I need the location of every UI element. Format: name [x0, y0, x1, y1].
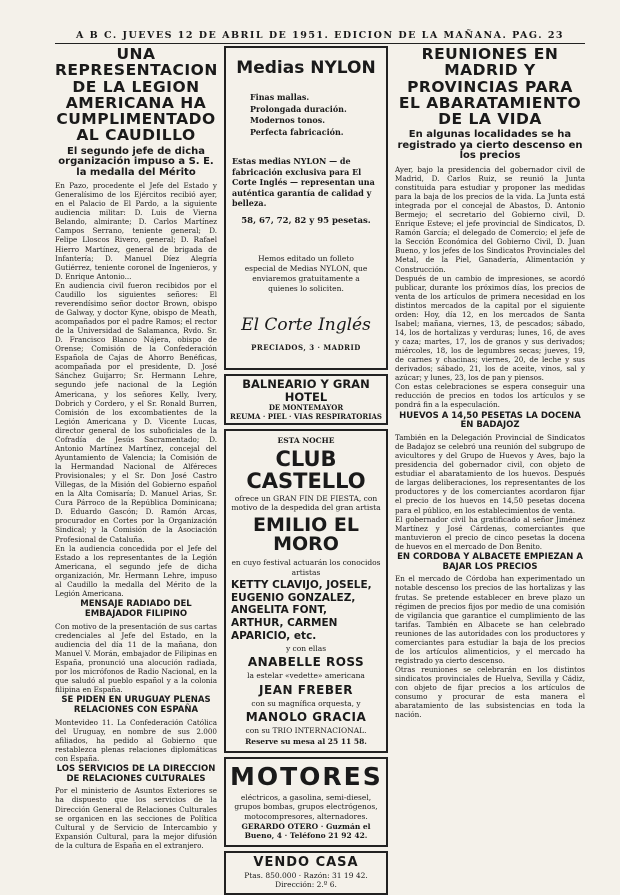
el-corte-ingles-logo: El Corte Inglés: [241, 315, 371, 336]
right-subhead: En algunas localidades se ha registrado ya cierto descenso en los precios: [397, 129, 583, 162]
nylon-features: [250, 92, 380, 138]
balneario-place: DE MONTEMAYOR: [268, 403, 344, 413]
right-paragraph-4: También en la Delegación Provincial de Sindicatos de Badajoz se celebró una reunión del subgrupo de avicultores y del Grupo de Huevos y Aves, bajo la presidencia del gobernador civil, con objeto de estudiar el abaratamiento de los huevos. Después de largas deliberaciones, los representantes de los productores y de los comerciantes acordaron fijar el precio de los huevos en 14,50 pesetas docena para el público, en los establecimientos de venta.: [395, 433, 585, 515]
right-paragraph-3: Con estas celebraciones se espera conseguir una reducción de precios en todos los artículos y se pondrá fin a la especulación.: [395, 382, 585, 410]
left-paragraph-2: En audiencia civil fueron recibidos por el Caudillo los siguientes señores: El reverendísimo señor doctor Brown, obispo de Galway, y doctor Kyne, obispo de Meath, acompañados por el padre Ramos; el rector de la Universidad de Salamanca, Rvdo. Sr. D. Francisco Blanco Nájera, obispo de Orense; Comisión de la Confederación Española de Cajas de Ahorro Benéficas, acompañada por el presidente, D. José Sánchez Guijarro; Sr. Hermann Lehre, segundo jefe nacional de la Legión Americana, y los señores Kelly, Ivery, Dobrich y Cordero, y el Sr. Ronald Burren, Comisión de los excombatientes de la Legión Americana y D. Vicente Lucas, director general de los suboficiales de la Cofradía de Jesús Sacramentado; D. Antonio Martínez Martínez, concejal del Ayuntamiento de Valencia; la Comisión de la Hermandad Nacional de Alféreces Provisionales; y el Sr. Don José Castro Villegas, de la Misión del Gobierno español en la Alta Comisaría; D. Manuel Arias, Sr. Cura Párroco de la República Dominicana; D. Eduardo Gascón; D. Ramón Arcas, procurador en Cortes por la Organización Sindical; y la Comisión de la Asociación Profesional de Cataluña.: [55, 280, 217, 544]
club-and: y con ellas: [285, 644, 327, 654]
middle-column: [224, 46, 388, 890]
left-section-heading-3: SE PIDEN EN URUGUAY PLENAS RELACIONES CON ESPAÑA: [61, 695, 211, 715]
left-subhead: El segundo jefe de dicha organización impuso a S. E. la medalla del Mérito: [58, 145, 214, 178]
right-column: [395, 46, 585, 836]
motores-title: MOTORES: [230, 761, 383, 791]
club-reserve: Reserve su mesa al 25 11 58.: [245, 736, 367, 746]
right-section-heading-3: EN CORDOBA Y ALBACETE EMPIEZAN A BAJAR LOS PRECIOS: [397, 551, 583, 572]
left-paragraph-3: En la audiencia concedida por el Jefe del Estado a los representantes de la Legión Americana, el segundo jefe de dicha organización, Mr. Hermann Lehre, impuso al Caudillo la medalla del Mérito de la Legión Americana.: [55, 543, 217, 598]
vendo-casa-advertisement: [224, 851, 388, 895]
nylon-title: Medias NYLON: [236, 58, 376, 78]
nylon-prices: 58, 67, 72, 82 y 95 pesetas.: [241, 216, 371, 227]
manolo-gracia: MANOLO GRACIA: [245, 710, 367, 725]
left-paragraph-4: Con motivo de la presentación de sus cartas credenciales al Jefe del Estado, en la audiencia del día 11 de la mañana, don Manuel V. Morán, embajador de Filipinas en España, pronunció una alocución radiada, por los micrófonos de Radio Nacional, en la que saludó al pueblo español y a la colonia filipina en España.: [55, 621, 217, 694]
nylon-feature: Prolongada duración.: [250, 103, 347, 114]
club-offer: ofrece un GRAN FIN DE FIESTA, con motivo de la despedida del gran artista: [231, 493, 381, 513]
nylon-feature: Perfecta fabricación.: [250, 126, 344, 137]
club-star-note: en cuyo festival actuarán los conocidos artistas: [231, 558, 381, 577]
club-artists: KETTY CLAVIJO, JOSELE, EUGENIO GONZALEZ, ANGELITA FONT, ARTHUR, CARMEN APARICIO, etc.: [231, 579, 372, 642]
club-star: EMILIO EL MORO: [253, 513, 359, 556]
nylon-feature: Modernos tonos.: [250, 115, 326, 126]
jean-freber: JEAN FREBER: [259, 682, 353, 697]
right-paragraph-5: El gobernador civil ha gratificado al señor Jiménez Martínez y José Cárdenas, comerciantes que mantuvieron el precio de cinco pesetas la docena de huevos en el mercado de Don Benito.: [395, 514, 585, 551]
page-header: A B C. JUEVES 12 DE ABRIL DE 1951. EDICION DE LA MAÑANA. PAG. 23: [75, 30, 565, 41]
logo-address: PRECIADOS, 3 · MADRID: [251, 343, 361, 353]
left-column: [55, 45, 218, 850]
nylon-description: Estas medias NYLON — de fabricación exclusiva para El Corte Inglés — representan una auténtica garantía de calidad y belleza.: [232, 156, 375, 208]
nylon-brochure-note: Hemos editado un folleto especial de Medias NYLON, que enviaremos gratuitamente a quienes lo soliciten.: [244, 254, 368, 293]
balneario-line: REUMA · PIEL · VIAS RESPIRATORIAS: [230, 412, 382, 422]
right-paragraph-6: En el mercado de Córdoba han experimentado un notable descenso los precios de las hortalizas y las frutas. Se pretende establecer en breve plazo un régimen de precios fijos por medio de una comisión de vigilancia que garantice el cumplimiento de las tarifas. También en Albacete se han celebrado reuniones de las autoridades con los productores y comerciantes para estudiar la baja de los precios de los artículos alimenticios, y el mercado ha registrado ya cierto descenso.: [395, 574, 585, 665]
vendo-detail: Ptas. 850.000 · Razón: 31 19 42. Dirección: 2.º 6.: [244, 870, 368, 890]
left-paragraph-1: En Pazo, procedente el Jefe del Estado y Generalísimo de los Ejércitos recibió ayer, en el Palacio de El Pardo, a la siguiente audiencia militar: D. Luis de Vierna Belando, almirante; D. Carlos Martínez Campos Serrano, teniente general; D. Felipe Lloscos Rivero, general; D. Rafael Hierro Martínez, general de brigada de Infantería; D. Manuel Díez Alegría Gutiérrez, teniente coronel de Ingenieros, y D. Enrique Antonio...: [55, 181, 217, 281]
anabelle-note: la estelar «vedette» americana: [247, 671, 365, 681]
anabelle-ross: ANABELLE ROSS: [247, 655, 365, 670]
left-section-heading-2: MENSAJE RADIADO DEL EMBAJADOR FILIPINO: [80, 598, 192, 619]
right-paragraph-1: Ayer, bajo la presidencia del gobernador civil de Madrid, D. Carlos Ruiz, se reunió la Junta constituida para estudiar y proponer las medidas para la baja de los precios de la vida. La Junta está integrada por el concejal de Abastos, D. Antonio Bermejo; el secretario del Gobierno civil, D. Enrique Esteve; el jefe provincial de Sindicatos, D. Ramón García; el delegado de Comercio; el jefe de la Sección Económica del Gobierno Civil, D. Juan Bueno, y los jefes de los Sindicatos Provinciales del Metal, de la Piel, Ganadería, Alimentación y Construcción.: [395, 164, 585, 274]
right-headline: REUNIONES EN MADRID Y PROVINCIAS PARA EL ABARATAMIENTO DE LA VIDA: [398, 45, 582, 129]
balneario-title: BALNEARIO Y GRAN HOTEL: [242, 377, 370, 404]
club-name: CLUB CASTELLO: [246, 446, 366, 493]
balneario-advertisement: [224, 374, 388, 425]
motores-contact: GERARDO OTERO · Guzmán el Bueno, 4 · Teléfono 21 92 42.: [241, 822, 371, 841]
club-intro: ESTA NOCHE: [277, 436, 335, 446]
left-paragraph-6: Por el ministerio de Asuntos Exteriores se ha dispuesto que los servicios de la Dirección General de Relaciones Culturales se organicen en las secciones de Política Cultural y de Servicio de Intercambio y Expansión Cultural, para la mejor difusión de la cultura de España en el extranjero.: [55, 786, 217, 850]
left-section-heading-4: LOS SERVICIOS DE LA DIRECCION DE RELACIONES CULTURALES: [56, 763, 216, 784]
nylon-feature: Finas mallas.: [250, 92, 310, 102]
right-paragraph-2: Después de un cambio de impresiones, se acordó publicar, durante los próximos días, los precios de venta de los artículos de primera necesidad en los distintos mercados de la capital por el siguiente orden: Hoy, día 12, en los mercados de Santa Isabel; mañana, viernes, 13, de pescados; sábado, 14, los de hortalizas y verduras; lunes, 16, de aves y caza; martes, 17, los de granos y sus derivados; miércoles, 18, los de legumbres secas; jueves, 19, de carnes y chacinas; viernes, 20, de leche y sus derivados; sábado, 21, los de aceite, vinos, sal y azúcar; y lunes, 23, los de pan y piensos.: [395, 273, 585, 383]
motores-description: eléctricos, a gasolina, semi-diesel, grupos bombas, grupos electrógenos, motocompresores, alternadores.: [234, 792, 378, 821]
jean-note: con su magnífica orquesta, y: [251, 698, 361, 708]
motores-advertisement: [224, 757, 388, 847]
left-paragraph-5: Montevideo 11. La Confederación Católica del Uruguay, en nombre de sus 2.000 afiliados, ha pedido al Gobierno que restablezca plenas relaciones diplomáticas con España.: [55, 717, 217, 763]
header-rule: [55, 43, 585, 44]
right-section-heading-2: HUEVOS A 14,50 PESETAS LA DOCENA EN BADAJOZ: [399, 410, 581, 431]
manolo-note: con su TRIO INTERNACIONAL.: [245, 726, 367, 736]
right-paragraph-7: Otras reuniones se celebrarán en los distintos sindicatos provinciales de Huelva, Sevilla y Cádiz, con objeto de fijar precios a los artículos de consumo y procurar de esta manera el abaratamiento de las subsistencias en toda la nación.: [395, 665, 585, 720]
left-headline: UNA REPRESENTACION DE LA LEGION AMERICANA HA CUMPLIMENTADO AL CAUDILLO: [55, 45, 218, 145]
club-castello-advertisement: [224, 429, 388, 753]
vendo-title: VENDO CASA: [253, 854, 359, 870]
nylon-advertisement: [224, 46, 388, 370]
